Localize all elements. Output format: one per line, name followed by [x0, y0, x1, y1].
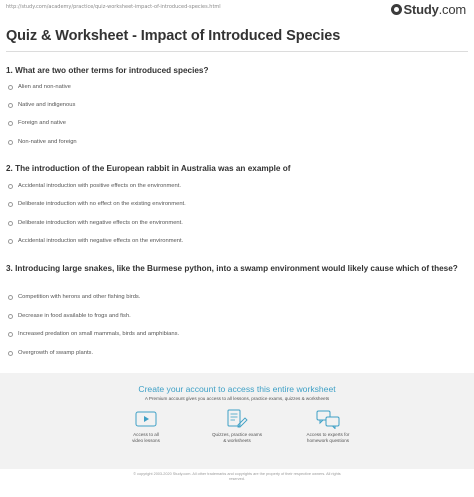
expert-icon	[316, 409, 340, 429]
radio-button[interactable]	[8, 184, 13, 189]
question-3: 3. Introducing large snakes, like the Burmese python, into a swamp environment would likely cause which of these?	[6, 264, 458, 273]
page-url: http://study.com/academy/practice/quiz-worksheet-impact-of-introduced-species.html	[6, 4, 221, 10]
radio-button[interactable]	[8, 140, 13, 145]
feature-quizzes	[197, 409, 277, 444]
feature-text: Quizzes, practice exams & worksheets	[211, 432, 263, 443]
radio-button[interactable]	[8, 103, 13, 108]
question-2: 2. The introduction of the European rabbit in Australia was an example of	[6, 164, 291, 173]
copyright-line: © copyright 2003-2020 Study.com. All other trademarks and copyrights are the property of their respective owners. All rights	[133, 472, 341, 476]
radio-button[interactable]	[8, 314, 13, 319]
answer-option[interactable]	[8, 238, 183, 244]
answer-option-label: Competition with herons and other fishing birds.	[18, 294, 141, 300]
answer-option[interactable]	[8, 350, 93, 356]
radio-button[interactable]	[8, 239, 13, 244]
radio-button[interactable]	[8, 202, 13, 207]
answer-option[interactable]	[8, 220, 183, 226]
cta-title[interactable]: Create your account to access this entire worksheet	[138, 384, 336, 394]
answer-option[interactable]	[8, 313, 131, 319]
answer-option-label: Native and indigenous	[18, 102, 76, 108]
answer-option-label: Accidental introduction with negative effects on the environment.	[18, 238, 184, 244]
cta-subtitle: A Premium account gives you access to all lessons, practice exams, quizzes & worksheets	[144, 396, 330, 401]
copyright-footer	[0, 472, 474, 482]
answer-option-label: Foreign and native	[18, 120, 67, 126]
radio-button[interactable]	[8, 295, 13, 300]
radio-button[interactable]	[8, 121, 13, 126]
question-1: 1. What are two other terms for introduced species?	[6, 66, 209, 75]
answer-option-label: Deliberate introduction with negative effects on the environment.	[18, 220, 183, 226]
answer-option-label: Alien and non-native	[18, 84, 71, 90]
answer-option-label: Deliberate introduction with no effect on the existing environment.	[18, 201, 186, 207]
answer-option[interactable]	[8, 102, 75, 108]
study-logo[interactable]	[391, 2, 467, 17]
study-logo-icon	[391, 4, 402, 15]
feature-experts	[288, 409, 368, 444]
feature-video-lessons	[106, 409, 186, 444]
answer-option[interactable]	[8, 294, 140, 300]
radio-button[interactable]	[8, 351, 13, 356]
radio-button[interactable]	[8, 221, 13, 226]
answer-option[interactable]	[8, 84, 71, 90]
top-bar	[0, 0, 474, 18]
title-divider	[6, 51, 468, 52]
answer-option[interactable]	[8, 120, 66, 126]
answer-option[interactable]	[8, 139, 77, 145]
feature-text: Access to all video lessons	[132, 432, 160, 443]
feature-text: Access to experts for homework questions	[306, 432, 350, 443]
answer-option[interactable]	[8, 331, 179, 337]
radio-button[interactable]	[8, 332, 13, 337]
answer-option-label: Non-native and foreign	[18, 139, 77, 145]
study-logo-text: Study.com	[403, 2, 466, 17]
radio-button[interactable]	[8, 85, 13, 90]
video-icon	[135, 409, 157, 429]
answer-option[interactable]	[8, 201, 186, 207]
page-title: Quiz & Worksheet - Impact of Introduced Species	[6, 28, 341, 44]
answer-option-label: Accidental introduction with positive effects on the environment.	[18, 183, 181, 189]
answer-option-label: Decrease in food available to frogs and fish.	[18, 313, 131, 319]
answer-option[interactable]	[8, 183, 181, 189]
quiz-icon	[226, 409, 248, 429]
premium-cta-panel	[0, 373, 474, 469]
copyright-line: reserved.	[229, 477, 245, 481]
answer-option-label: Increased predation on small mammals, birds and amphibians.	[18, 331, 180, 337]
answer-option-label: Overgrowth of swamp plants.	[18, 350, 94, 356]
